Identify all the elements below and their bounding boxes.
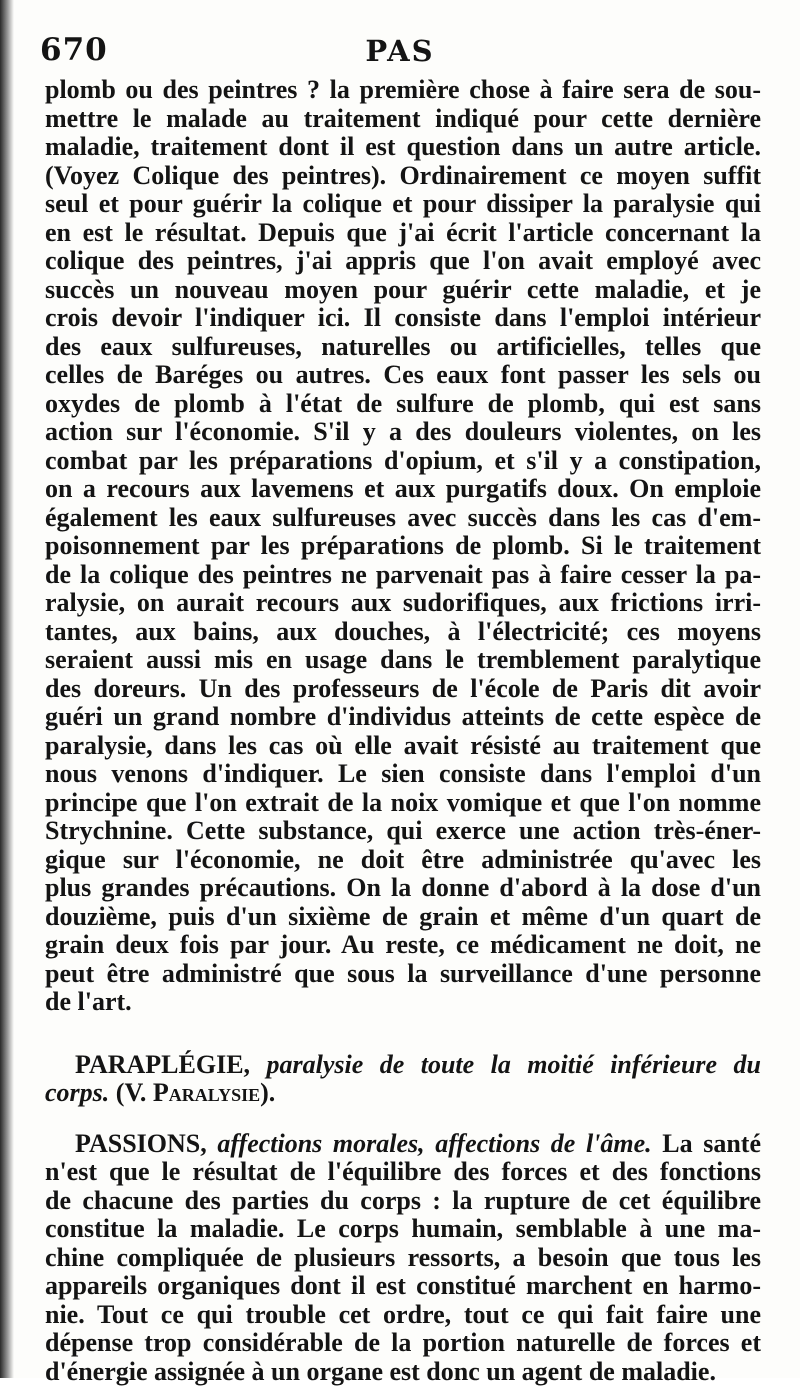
spacer — [45, 1017, 761, 1051]
text-line: appareils organiques dont il est constitué marchent en harmo- — [45, 1272, 761, 1301]
page-header — [40, 30, 760, 70]
text-line: d'énergie assignée à un organe est donc un agent de maladie. — [45, 1358, 761, 1386]
text-line: chine compliquée de plusieurs ressorts, a besoin que tous les — [45, 1244, 761, 1273]
entry-definition: affections morales, affections de l'âme. — [217, 1129, 651, 1158]
text-line: des doreurs. Un des professeurs de l'école de Paris dit avoir — [45, 675, 761, 704]
entry-passions — [45, 1130, 761, 1386]
entry-line: PARAPLÉGIE, paralysie de toute la moitié inférieure du — [45, 1051, 761, 1080]
text-line: dépense trop considérable de la portion naturelle de forces et — [45, 1329, 761, 1358]
text-line: également les eaux sulfureuses avec succès dans les cas d'em- — [45, 504, 761, 533]
text-line: crois devoir l'indiquer ici. Il consiste dans l'emploi intérieur — [45, 304, 761, 333]
text-line: tantes, aux bains, aux douches, à l'électricité; ces moyens — [45, 618, 761, 647]
binding-shadow — [0, 0, 14, 1378]
text-line: oxydes de plomb à l'état de sulfure de plomb, qui est sans — [45, 390, 761, 419]
text-line: succès un nouveau moyen pour guérir cette maladie, et je — [45, 276, 761, 305]
text-line: plus grandes précautions. On la donne d'abord à la dose d'un — [45, 874, 761, 903]
text-line: gique sur l'économie, ne doit être administrée qu'avec les — [45, 846, 761, 875]
entry-paraplegie — [45, 1051, 761, 1108]
text-line: guéri un grand nombre d'individus atteints de cette espèce de — [45, 703, 761, 732]
text-line: nous venons d'indiquer. Le sien consiste dans l'emploi d'un — [45, 760, 761, 789]
text-line: en est le résultat. Depuis que j'ai écrit l'article concernant la — [45, 219, 761, 248]
text-line: poisonnement par les préparations de plomb. Si le traitement — [45, 532, 761, 561]
entry-term: PASSIONS — [75, 1129, 200, 1158]
text-line: des eaux sulfureuses, naturelles ou artificielles, telles que — [45, 333, 761, 362]
text-line: on a recours aux lavemens et aux purgatifs doux. On emploie — [45, 475, 761, 504]
text-line: seraient aussi mis en usage dans le tremblement paralytique — [45, 646, 761, 675]
text-line: de la colique des peintres ne parvenait pas à faire cesser la pa- — [45, 561, 761, 590]
text-line: maladie, traitement dont il est question dans un autre article. — [45, 133, 761, 162]
entry-line — [45, 1079, 761, 1108]
paragraph-plomb — [45, 76, 761, 1017]
entry-definition-end: corps. — [45, 1078, 109, 1107]
text-line: action sur l'économie. S'il y a des douleurs violentes, on les — [45, 418, 761, 447]
text-line: principe que l'on extrait de la noix vomique et que l'on nomme — [45, 789, 761, 818]
text-line: celles de Baréges ou autres. Ces eaux font passer les sels ou — [45, 361, 761, 390]
spacer — [45, 1108, 761, 1130]
text-line: de chacune des parties du corps : la rupture de cet équilibre — [45, 1187, 761, 1216]
text-line: seul et pour guérir la colique et pour dissiper la paralysie qui — [45, 190, 761, 219]
text-line: (Voyez Colique des peintres). Ordinairement ce moyen suffit — [45, 162, 761, 191]
text-line: mettre le malade au traitement indiqué pour cette dernière — [45, 105, 761, 134]
text-line: paralysie, dans les cas où elle avait résisté au traitement que — [45, 732, 761, 761]
text-line: grain deux fois par jour. Au reste, ce médicament ne doit, ne — [45, 931, 761, 960]
text-line: nie. Tout ce qui trouble cet ordre, tout ce qui fait faire une — [45, 1301, 761, 1330]
entry-line: PASSIONS, affections morales, affections de l'âme. La santé — [45, 1130, 761, 1159]
cross-reference: (V. Paralysie). — [116, 1078, 276, 1107]
text-line: n'est que le résultat de l'équilibre des forces et des fonctions — [45, 1158, 761, 1187]
text-line: colique des peintres, j'ai appris que l'on avait employé avec — [45, 247, 761, 276]
running-head: PAS — [40, 34, 760, 68]
text-line: peut être administré que sous la surveillance d'une personne — [45, 960, 761, 989]
entry-term: PARAPLÉGIE — [75, 1050, 244, 1079]
page-body — [45, 76, 761, 1386]
text-line: plomb ou des peintres ? la première chose à faire sera de sou- — [45, 76, 761, 105]
text-line: combat par les préparations d'opium, et s'il y a constipation, — [45, 447, 761, 476]
text-line: douzième, puis d'un sixième de grain et même d'un quart de — [45, 903, 761, 932]
text-line: de l'art. — [45, 988, 761, 1017]
text-line: ralysie, on aurait recours aux sudorifiques, aux frictions irri- — [45, 589, 761, 618]
text-line: Strychnine. Cette substance, qui exerce une action très-éner- — [45, 817, 761, 846]
text-line: constitue la maladie. Le corps humain, semblable à une ma- — [45, 1215, 761, 1244]
text-fragment: La santé — [662, 1129, 761, 1158]
page-number: 670 — [40, 32, 108, 68]
entry-definition: paralysie de toute la moitié inférieure du — [267, 1050, 762, 1079]
